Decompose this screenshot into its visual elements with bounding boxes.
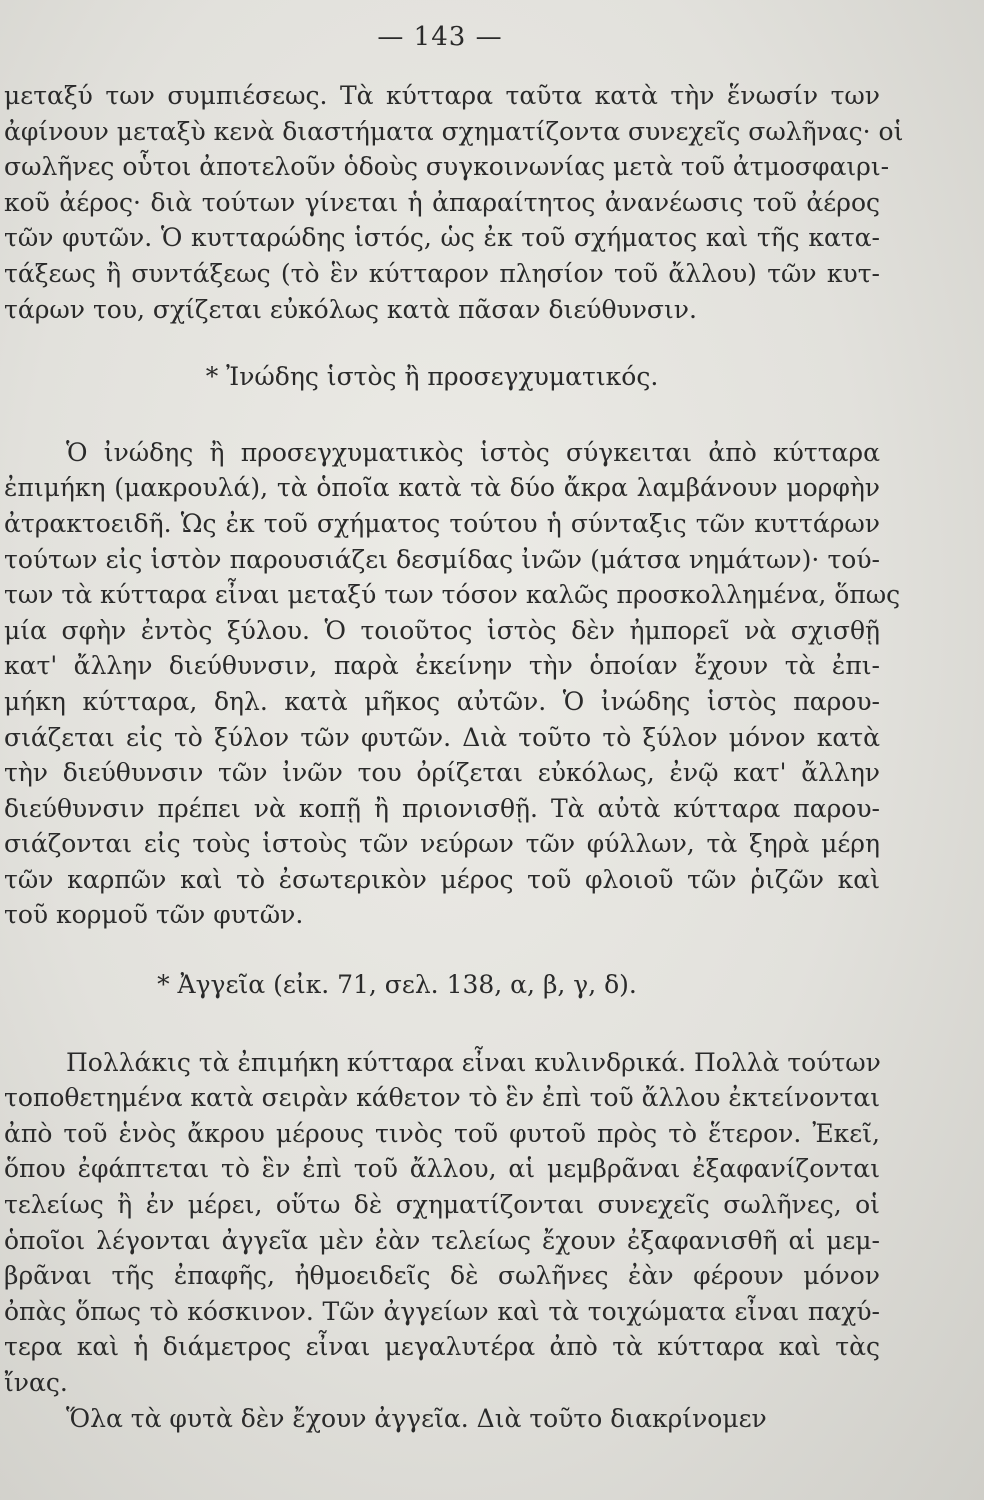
text-line: τοποθετημένα κατὰ σειρὰν κάθετον τὸ ἓν ἐπὶ τοῦ ἄλλου ἐκτείνονται [4,1083,881,1113]
text-line: τὴν διεύθυνσιν τῶν ἰνῶν του ὀρίζεται εὐκόλως, ἐνῷ κατ' ἄλλην [4,758,880,788]
text-line: μεταξύ των συμπιέσεως. Τὰ κύτταρα ταῦτα κατὰ τὴν ἕνωσίν των [4,81,880,110]
text-line: ἀτρακτοειδῆ. Ὡς ἐκ τοῦ σχήματος τούτου ἡ σύνταξις τῶν κυττάρων [4,508,880,538]
text-line: ὅπου ἐφάπτεται τὸ ἓν ἐπὶ τοῦ ἄλλου, αἱ μεμβρᾶναι ἐξαφανίζονται [4,1154,880,1184]
text-line: ἐπιμήκη (μακρουλά), τὰ ὁποῖα κατὰ τὰ δύο ἄκρα λαμβάνουν μορφὴν [4,473,880,503]
text-line: ἴνας. [4,1368,68,1397]
text-line: μία σφὴν ἐντὸς ξύλου. Ὁ τοιοῦτος ἱστὸς δὲν ἠμπορεῖ νὰ σχισθῇ [4,615,880,645]
body-text [4,78,904,1436]
section-heading-vessels: * Ἀγγεῖα (εἰκ. 71, σελ. 138, α, β, γ, δ). [157,970,637,1000]
section-heading-fibrous-tissue: * Ἰνώδης ἱστὸς ἢ προσεγχυματικός. [205,362,659,392]
text-line: κοῦ ἀέρος· διὰ τούτων γίνεται ἡ ἀπαραίτητος ἀνανέωσις τοῦ ἀέρος [4,187,880,217]
text-line: τῶν φυτῶν. Ὁ κυτταρώδης ἱστός, ὡς ἐκ τοῦ σχήματος καὶ τῆς κατα- [4,223,880,253]
text-line: τούτων εἰς ἱστὸν παρουσιάζει δεσμίδας ἰνῶν (μάτσα νημάτων)· τού- [4,544,880,574]
text-line: τελείως ἢ ἐν μέρει, οὕτω δὲ σχηματίζονται συνεχεῖς σωλῆνες, οἱ [4,1190,880,1220]
text-line: βρᾶναι τῆς ἐπαφῆς, ἠθμοειδεῖς δὲ σωλῆνες ἐὰν φέρουν μόνον [4,1261,880,1291]
text-line: τοῦ κορμοῦ τῶν φυτῶν. [4,900,304,930]
text-line: ὁποῖοι λέγονται ἀγγεῖα μὲν ἐὰν τελείως ἔχουν ἐξαφανισθῆ αἱ μεμ- [4,1225,880,1255]
text-line: τάρων του, σχίζεται εὐκόλως κατὰ πᾶσαν διεύθυνσιν. [4,294,697,324]
text-line: ἀπὸ τοῦ ἑνὸς ἄκρου μέρους τινὸς τοῦ φυτοῦ πρὸς τὸ ἕτερον. Ἐκεῖ, [4,1118,880,1148]
text-line: Ὁ ἰνώδης ἢ προσεγχυματικὸς ἱστὸς σύγκειται ἀπὸ κύτταρα [66,437,880,467]
text-line: τῶν καρπῶν καὶ τὸ ἐσωτερικὸν μέρος τοῦ φλοιοῦ τῶν ῥιζῶν καὶ [4,864,880,894]
text-line: σιάζονται εἰς τοὺς ἱστοὺς τῶν νεύρων τῶν φύλλων, τὰ ξηρὰ μέρη [4,829,880,859]
text-line: τάξεως ἢ συντάξεως (τὸ ἓν κύτταρον πλησίον τοῦ ἄλλου) τῶν κυτ- [4,258,880,288]
paragraph-not-all-plants [4,1401,880,1437]
text-line: διεύθυνσιν πρέπει νὰ κοπῇ ἢ πριονισθῇ. Τὰ αὐτὰ κύτταρα παρου- [4,793,880,823]
paragraph-vessels [4,1045,880,1401]
text-line: των τὰ κύτταρα εἶναι μεταξύ των τόσον καλῶς προσκολλημένα, ὅπως [4,580,901,610]
text-line: Πολλάκις τὰ ἐπιμήκη κύτταρα εἶναι κυλινδρικά. Πολλὰ τούτων [66,1047,881,1077]
text-line: σωλῆνες οὗτοι ἀποτελοῦν ὁδοὺς συγκοινωνίας μετὰ τοῦ ἀτμοσφαιρι- [4,152,890,182]
page-number: — 143 — [377,22,503,52]
paragraph-cellular-tissue [4,78,904,327]
text-line: μήκη κύτταρα, δηλ. κατὰ μῆκος αὐτῶν. Ὁ ἰνώδης ἱστὸς παρου- [4,686,880,716]
text-line: τερα καὶ ἡ διάμετρος εἶναι μεγαλυτέρα ἀπὸ τὰ κύτταρα καὶ τὰς [4,1332,880,1362]
text-line: ὀπὰς ὅπως τὸ κόσκινον. Τῶν ἀγγείων καὶ τὰ τοιχώματα εἶναι παχύ- [4,1296,880,1326]
text-line: ἀφίνουν μεταξὺ κενὰ διαστήματα σχηματίζοντα συνεχεῖς σωλῆνας· οἱ [4,116,904,146]
paragraph-fibrous-tissue [4,435,901,933]
text-line: κατ' ἄλλην διεύθυνσιν, παρὰ ἐκείνην τὴν ὁποίαν ἔχουν τὰ ἐπι- [4,651,880,681]
text-line: Ὅλα τὰ φυτὰ δὲν ἔχουν ἀγγεῖα. Διὰ τοῦτο διακρίνομεν [66,1403,767,1433]
text-line: σιάζεται εἰς τὸ ξύλον τῶν φυτῶν. Διὰ τοῦτο τὸ ξύλον μόνον κατὰ [4,722,880,752]
